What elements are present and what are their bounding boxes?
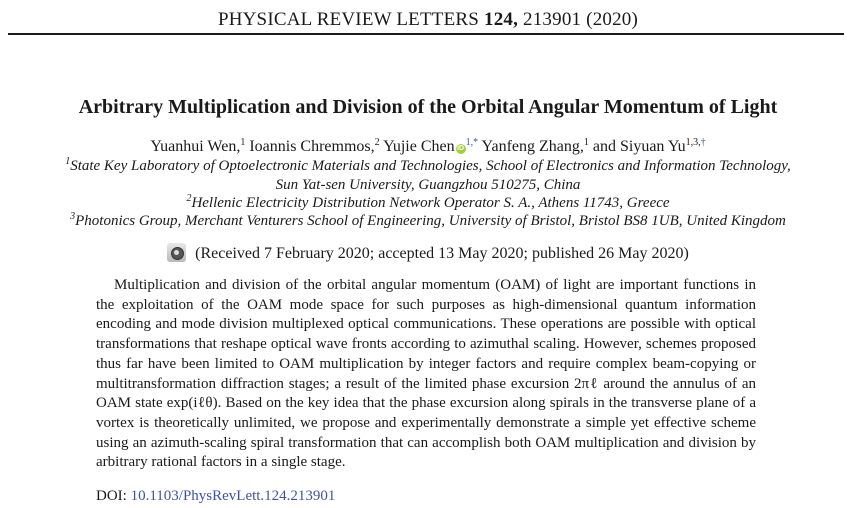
journal-name: PHYSICAL REVIEW LETTERS — [217, 9, 480, 30]
corresponding-author-link[interactable]: 1,* — [465, 137, 479, 148]
author-name: Yanfeng Zhang, — [481, 138, 584, 155]
affiliation-number: 1 — [65, 156, 71, 167]
affiliation-2 — [0, 195, 856, 212]
doi-label: DOI: — [96, 488, 127, 504]
doi-link[interactable]: 10.1103/PhysRevLett.124.213901 — [130, 488, 336, 504]
orcid-icon[interactable]: iD — [457, 145, 465, 152]
affiliation-number: 3 — [70, 211, 76, 222]
crossmark-icon[interactable] — [167, 243, 186, 262]
corresponding-author-link[interactable]: † — [700, 137, 706, 148]
author-list — [0, 138, 856, 156]
author-name: Ioannis Chremmos, — [249, 138, 375, 155]
abstract: Multiplication and division of the orbital angular momentum (OAM) of light are important functions in the exploitation of the OAM mode space for such purposes as high-dimensional quantum information encoding and mode division multiplexed optical communications. These operations are possible with optical transformations that reshape optical wave fronts according to azimuthal scaling. However, schemes proposed thus far have been limited to OAM multiplication by integer factors and require complex beam-copying or multitransformation diffraction stages; a result of the limited phase excursion 2πℓ around the annulus of an OAM state exp(iℓθ). Based on the key idea that the phase excursion along spirals in the transverse plane of a vortex is theoretically unlimited, we propose and experimentally demonstrate a simple yet effective scheme using an azimuth-scaling spiral transformation that can accomplish both OAM multiplication and division by arbitrary rational factors in a single stage. — [96, 277, 756, 471]
affiliation-superscript: 2 — [374, 137, 380, 148]
author-name: Siyuan Yu — [619, 138, 686, 155]
received-dates — [0, 243, 856, 263]
affiliation-text: Hellenic Electricity Distribution Network Operator S. A., Athens 11743, Greece — [191, 195, 670, 211]
author-name: Yujie Chen — [383, 138, 455, 155]
author-name: Yuanhui Wen, — [150, 138, 241, 155]
affiliation-number: 2 — [186, 193, 192, 204]
received-text: (Received 7 February 2020; accepted 13 May 2020; published 26 May 2020) — [195, 245, 689, 262]
author-conjunction: and — [592, 138, 616, 155]
header-rule — [8, 33, 844, 35]
affiliation-3 — [0, 213, 856, 230]
affiliation-text: State Key Laboratory of Optoelectronic Materials and Technologies, School of Electronics and Information Technology, — [70, 158, 791, 174]
affiliation-superscript: 1 — [583, 137, 589, 148]
journal-header — [0, 9, 856, 31]
affiliation-1 — [0, 158, 856, 175]
affiliation-1-line-2: Sun Yat-sen University, Guangzhou 510275, China — [275, 177, 581, 193]
affiliation-superscript: 1 — [240, 137, 246, 148]
affiliation-superscript: 1,3, — [685, 137, 701, 148]
paper-title: Arbitrary Multiplication and Division of the Orbital Angular Momentum of Light — [78, 96, 778, 118]
journal-volume: 124, — [484, 9, 519, 30]
affiliation-text: Photonics Group, Merchant Venturers School of Engineering, University of Bristol, Bristol BS8 1UB, United Kingdom — [75, 213, 786, 229]
doi-row — [96, 488, 335, 505]
article-number-year: 213901 (2020) — [523, 9, 639, 30]
